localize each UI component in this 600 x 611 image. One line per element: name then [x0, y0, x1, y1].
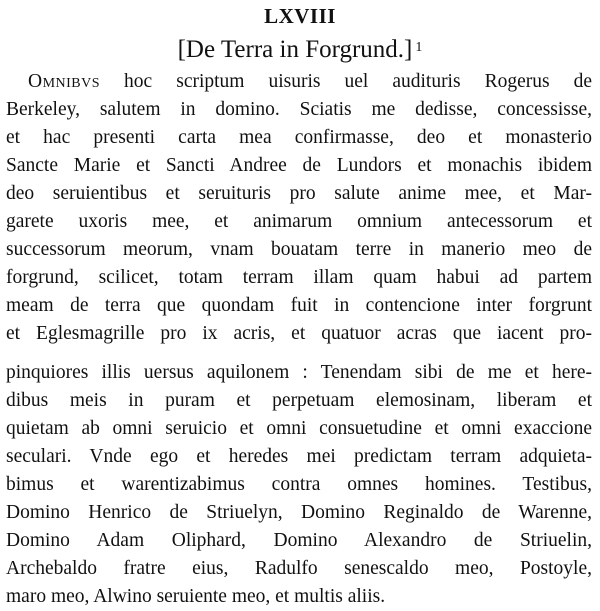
text-line-14: seculari. Vnde ego et heredes mei predictam terram adquieta-: [6, 446, 592, 467]
charter-title-text: [De Terra in Forgrund.]: [177, 36, 413, 63]
text-line-11: pinquiores illis uersus aquilonem : Tenendam sibi de me et here-: [6, 362, 592, 383]
page-break-gap: [6, 348, 592, 359]
text-line-18: Archebaldo fratre eius, Radulfo senescaldo meo, Postoyle,: [6, 558, 592, 579]
text-line-15: bimus et warentizabimus contra omnes homines. Testibus,: [6, 474, 592, 495]
opening-word: Omnibvs: [28, 71, 101, 92]
text-line-1: [6, 68, 592, 96]
text-line-4: Sancte Marie et Sancti Andree de Lundors et monachis ibidem: [6, 155, 592, 176]
text-line-2: Berkeley, salutem in domino. Sciatis me dedisse, concessisse,: [6, 99, 592, 120]
text-line-8: forgrund, scilicet, totam terram illam quam habui ad partem: [6, 267, 592, 288]
footnote-marker: 1: [415, 40, 423, 55]
text-line-16: Domino Henrico de Striuelyn, Domino Reginaldo de Warenne,: [6, 502, 592, 523]
charter-number: LXVIII: [264, 4, 336, 28]
text-line-19: maro meo, Alwino seruiente meo, et multis aliis.: [6, 586, 386, 607]
text-line-12: dibus meis in puram et perpetuam elemosinam, liberam et: [6, 390, 592, 411]
text-line-5: deo seruientibus et seruituris pro salute anime mee, et Mar-: [6, 183, 592, 204]
text-line-17: Domino Adam Oliphard, Domino Alexandro de Striuelin,: [6, 530, 592, 551]
text-line-9: meam de terra que quondam fuit in contencione inter forgrunt: [6, 295, 592, 316]
text-line-3: et hac presenti carta mea confirmasse, deo et monasterio: [6, 127, 592, 148]
text-line-1-rest: hoc scriptum uisuris uel audituris Rogerus de: [100, 71, 592, 92]
charter-body: [6, 68, 592, 611]
charter-title: [0, 35, 600, 65]
text-line-7: successorum meorum, vnam bouatam terre in manerio meo de: [6, 239, 592, 260]
text-line-10: et Eglesmagrille pro ix acris, et quatuor acras que iacent pro-: [6, 323, 592, 344]
text-line-13: quietam ab omni seruicio et omni consuetudine et omni exaccione: [6, 418, 592, 439]
text-line-6: garete uxoris mee, et animarum omnium antecessorum et: [6, 211, 592, 232]
